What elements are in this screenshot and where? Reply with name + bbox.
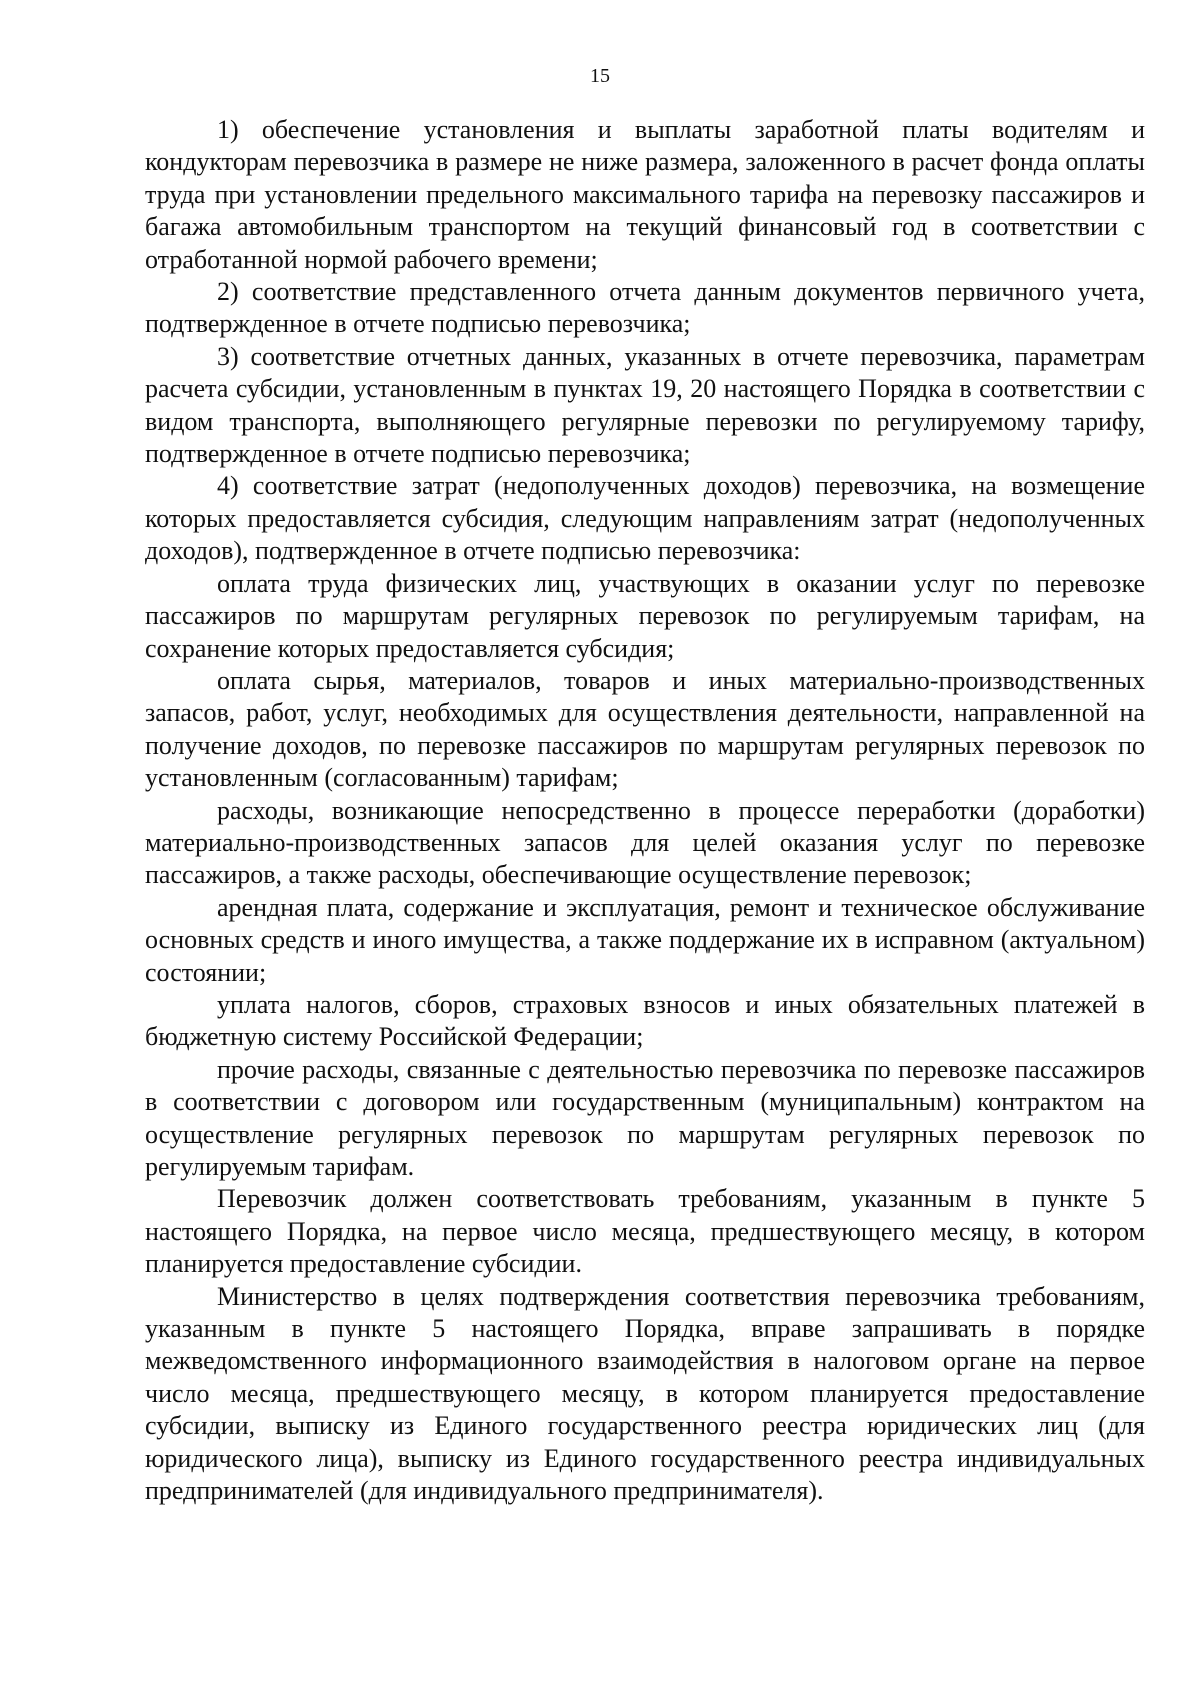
paragraph-item-2: 2) соответствие представленного отчета данным документов первичного учета, подтвержденное в отчете подписью перевозчика; [145,277,1145,339]
paragraph-cost-labor: оплата труда физических лиц, участвующих в оказании услуг по перевозке пассажиров по маршрутам регулярных перевозок по регулируемым тарифам, на сохранение которых предоставляется субсидия; [145,568,1145,663]
paragraph-ministry-verification: Министерство в целях подтверждения соответствия перевозчика требованиям, указанным в пункте 5 настоящего Порядка, вправе запрашивать в порядке межведомственного информационного взаимодействия в налоговом органе на первое число месяца, предшествующего месяцу, в котором планируется предоставление субсидии, выписку из Единого государственного реестра юридических лиц (для юридического лица), выписку из Единого государственного реестра индивидуальных предпринимателей (для индивидуального предпринимателя). [145,1281,1145,1506]
paragraph-cost-other: прочие расходы, связанные с деятельностью перевозчика по перевозке пассажиров в соответствии с договором или государственным (муниципальным) контрактом на осуществление регулярных перевозок по маршрутам регулярных перевозок по регулируемым тарифам. [145,1054,1145,1181]
page-number: 15 [590,65,610,87]
paragraph-cost-processing: расходы, возникающие непосредственно в процессе переработки (доработки) материально-производственных запасов для целей оказания услуг по перевозке пассажиров, а также расходы, обеспечивающие осуществление перевозок; [145,795,1145,890]
paragraph-item-1: 1) обеспечение установления и выплаты заработной платы водителям и кондукторам перевозчика в размере не ниже размера, заложенного в расчет фонда оплаты труда при установлении предельного максимального тарифа на перевозку пассажиров и багажа автомобильным транспортом на текущий финансовый год в соответствии с отработанной нормой рабочего времени; [145,115,1145,274]
paragraph-carrier-requirements: Перевозчик должен соответствовать требованиям, указанным в пункте 5 настоящего Порядка, на первое число месяца, предшествующего месяцу, в котором планируется предоставление субсидии. [145,1184,1145,1279]
paragraph-cost-taxes: уплата налогов, сборов, страховых взносов и иных обязательных платежей в бюджетную систему Российской Федерации; [145,989,1145,1052]
paragraph-item-3: 3) соответствие отчетных данных, указанных в отчете перевозчика, параметрам расчета субсидии, установленным в пунктах 19, 20 настоящего Порядка в соответствии с видом транспорта, выполняющего регулярные перевозки по регулируемому тарифу, подтвержденное в отчете подписью перевозчика; [145,341,1145,469]
paragraph-item-4: 4) соответствие затрат (недополученных доходов) перевозчика, на возмещение которых предоставляется субсидия, следующим направлениям затрат (недополученных доходов), подтвержденное в отчете подписью перевозчика: [145,471,1145,566]
paragraph-cost-materials: оплата сырья, материалов, товаров и иных материально-производственных запасов, работ, услуг, необходимых для осуществления деятельности, направленной на получение доходов, по перевозке пассажиров по маршрутам регулярных перевозок по установленным (согласованным) тарифам; [145,665,1145,793]
document-body [145,114,1145,1507]
paragraph-cost-rent: арендная плата, содержание и эксплуатация, ремонт и техническое обслуживание основных средств и иного имущества, а также поддержание их в исправном (актуальном) состоянии; [145,892,1145,987]
